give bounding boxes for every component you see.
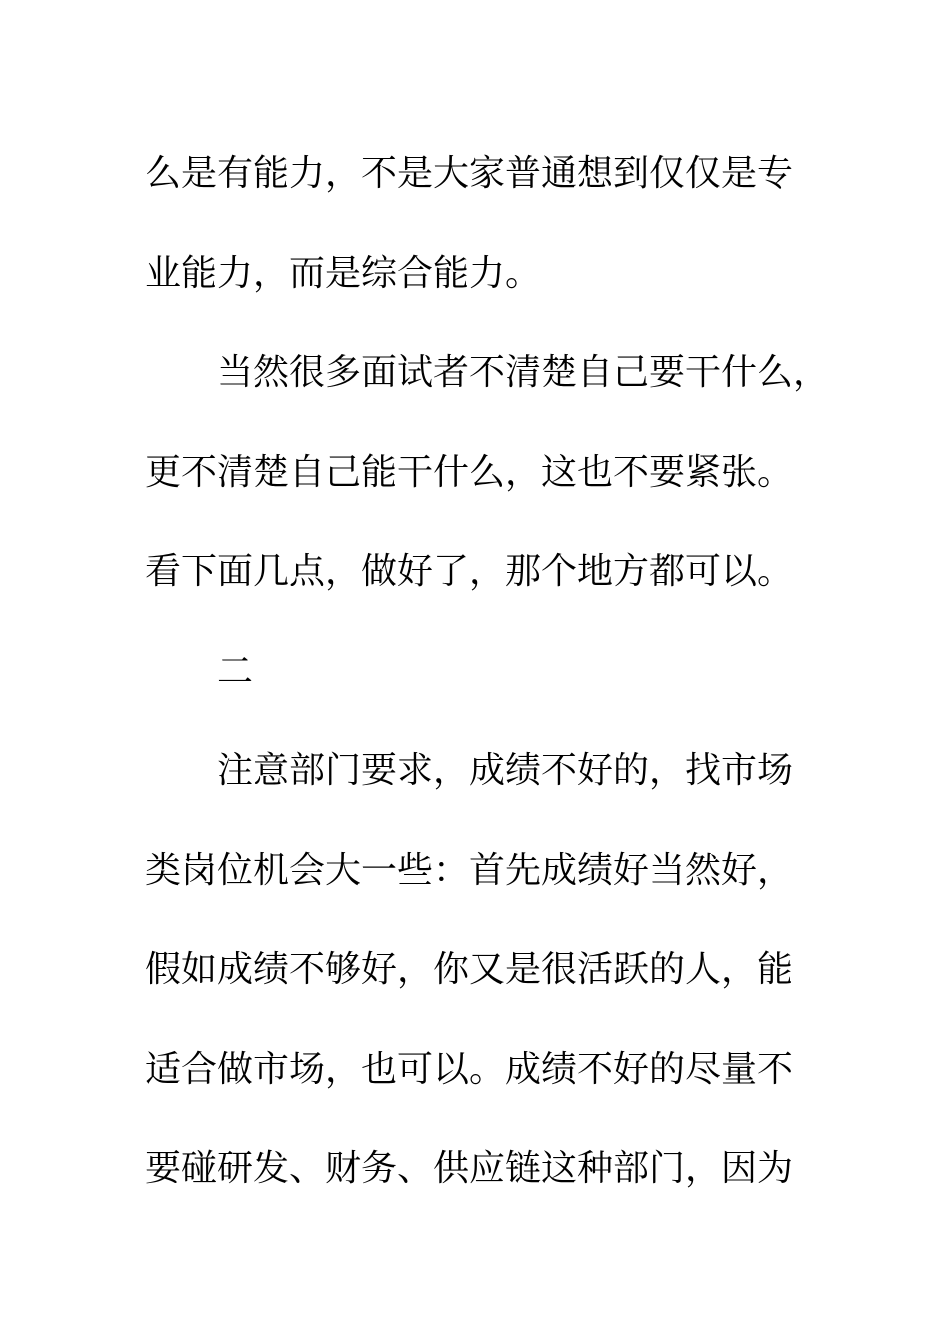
text-line-11: 要碰研发、财务、供应链这种部门，因为 [145, 1148, 794, 1189]
text-line-3: 当然很多面试者不清楚自己要干什么， [217, 352, 830, 393]
text-line-10: 适合做市场，也可以。成绩不好的尽量不 [145, 1048, 794, 1090]
text-line-5: 看下面几点，做好了，那个地方都可以。 [145, 551, 794, 592]
text-line-2: 业能力，而是综合能力。 [145, 252, 542, 294]
text-line-1: 么是有能力，不是大家普通想到仅仅是专 [145, 153, 794, 194]
document-body [145, 124, 830, 1219]
text-line-8: 类岗位机会大一些：首先成绩好当然好， [145, 849, 794, 891]
text-line-9: 假如成绩不够好，你又是很活跃的人，能 [145, 949, 794, 990]
text-line-7: 注意部门要求，成绩不好的，找市场 [217, 750, 794, 791]
text-line-4: 更不清楚自己能干什么，这也不要紧张。 [145, 451, 794, 493]
section-heading: 二 [217, 650, 254, 692]
